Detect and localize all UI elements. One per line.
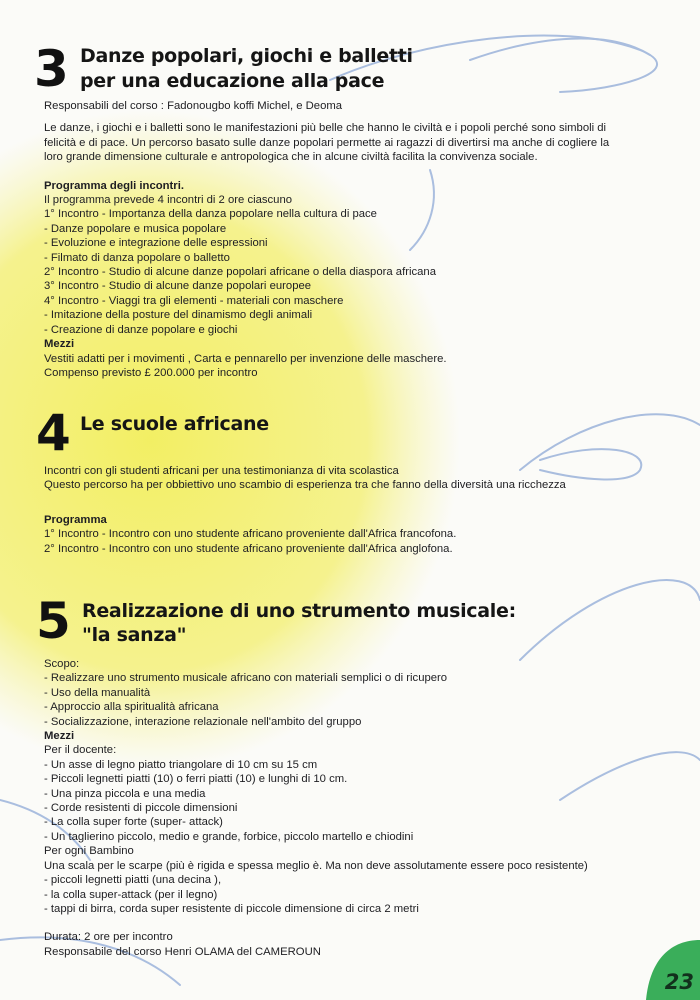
section-3-intro [44,121,680,164]
section-5-title-line-1: Realizzazione di uno strumento musicale: [82,600,516,622]
list-item: 2° Incontro - Incontro con uno studente africano proveniente dall'Africa anglofona. [44,542,453,555]
intro-line: felicità e di pace. Un percorso basato sulle danze popolari permette ai ragazzi di divertirsi ma anche di cogliere la [44,136,610,149]
section-4-title: Le scuole africane [80,413,269,435]
list-item: - Approccio alla spiritualità africana [44,701,219,714]
list-item: Vestiti adatti per i movimenti , Carta e pennarello per invenzione delle maschere. [44,352,447,365]
section-3-programma-heading: Programma degli incontri. [44,179,184,192]
section-4-number: 4 [36,404,71,462]
section-5-title-line-2: "la sanza" [82,624,187,646]
list-item: - Filmato di danza popolare o balletto [44,251,230,264]
list-item: - tappi di birra, corda super resistente di piccole dimensione di circa 2 metri [44,902,419,915]
section-3-title-line-1: Danze popolari, giochi e balletti [80,45,413,67]
list-item: - Una pinza piccola e una media [44,787,206,800]
list-item: - Un taglierino piccolo, medio e grande, forbice, piccolo martello e chiodini [44,830,414,843]
section-3-title-line-2: per una educazione alla pace [80,70,385,92]
section-5-durata: Durata: 2 ore per incontro [44,931,173,944]
list-item: - Danze popolare e musica popolare [44,222,227,235]
section-5-number: 5 [36,592,71,650]
list-item: - Un asse di legno piatto triangolare di 10 cm su 15 cm [44,758,318,771]
list-item: 2° Incontro - Studio di alcune danze popolari africane o della diaspora africana [44,266,436,279]
list-item: - La colla super forte (super- attack) [44,816,223,829]
section-4-programma-heading: Programma [44,513,107,526]
list-item: - Piccoli legnetti piatti (10) o ferri piatti (10) e lunghi di 10 cm. [44,773,348,786]
section-5-body [44,657,680,959]
section-3-number: 3 [34,40,69,98]
section-5-mezzi-heading: Mezzi [44,730,75,743]
list-item: - Uso della manualità [44,686,151,699]
list-item: Il programma prevede 4 incontri di 2 ore ciascuno [44,194,293,207]
list-item: - Evoluzione e integrazione delle espressioni [44,237,268,250]
list-item: - piccoli legnetti piatti (una decina ), [44,874,222,887]
list-item: - Imitazione della posture del dinamismo degli animali [44,309,313,322]
list-item: 1° Incontro - Incontro con uno studente africano proveniente dall'Africa francofona. [44,528,457,541]
section-5-responsabile: Responsabile del corso Henri OLAMA del CAMEROUN [44,945,321,958]
list-item: - Corde resistenti di piccole dimensioni [44,802,238,815]
list-item: - la colla super-attack (per il legno) [44,888,218,901]
list-item: - Socializzazione, interazione relazionale nell'ambito del gruppo [44,715,362,728]
list-item: 1° Incontro - Importanza della danza popolare nella cultura di pace [44,208,377,221]
list-item: - Realizzare uno strumento musicale africano con materiali semplici o di ricupero [44,672,448,685]
section-3-mezzi-heading: Mezzi [44,338,75,351]
intro-line: Le danze, i giochi e i balletti sono le manifestazioni più belle che hanno le civiltà e i popoli perché sono simboli di [44,122,607,135]
section-3-body [44,99,680,380]
list-item: 3° Incontro - Studio di alcune danze popolari europee [44,280,312,293]
section-5-bambino-heading: Per ogni Bambino [44,845,134,858]
section-4-intro-line: Questo percorso ha per obbiettivo uno scambio di esperienza tra che fanno della diversità una ricchezza [44,479,566,492]
list-item: 4° Incontro - Viaggi tra gli elementi - materiali con maschere [44,294,344,307]
list-item: Una scala per le scarpe (più è rigida e spessa meglio è. Ma non deve assolutamente essere poco resistente) [44,859,588,872]
list-item: - Creazione di danze popolare e giochi [44,323,238,336]
section-3-responsabili: Responsabili del corso : Fadonougbo koffi Michel, e Deoma [44,100,343,112]
section-4-intro-line: Incontri con gli studenti africani per una testimonianza di vita scolastica [44,465,399,477]
section-4-body [44,464,680,556]
list-item: Compenso previsto £ 200.000 per incontro [44,366,258,379]
intro-line: loro grande dimensione culturale e antropologica che in alcune civiltà facilita la convivenza sociale. [44,151,538,164]
section-5-scopo-heading: Scopo: [44,658,80,670]
section-5-docente-heading: Per il docente: [44,744,117,757]
page-number: 23 [664,970,694,994]
